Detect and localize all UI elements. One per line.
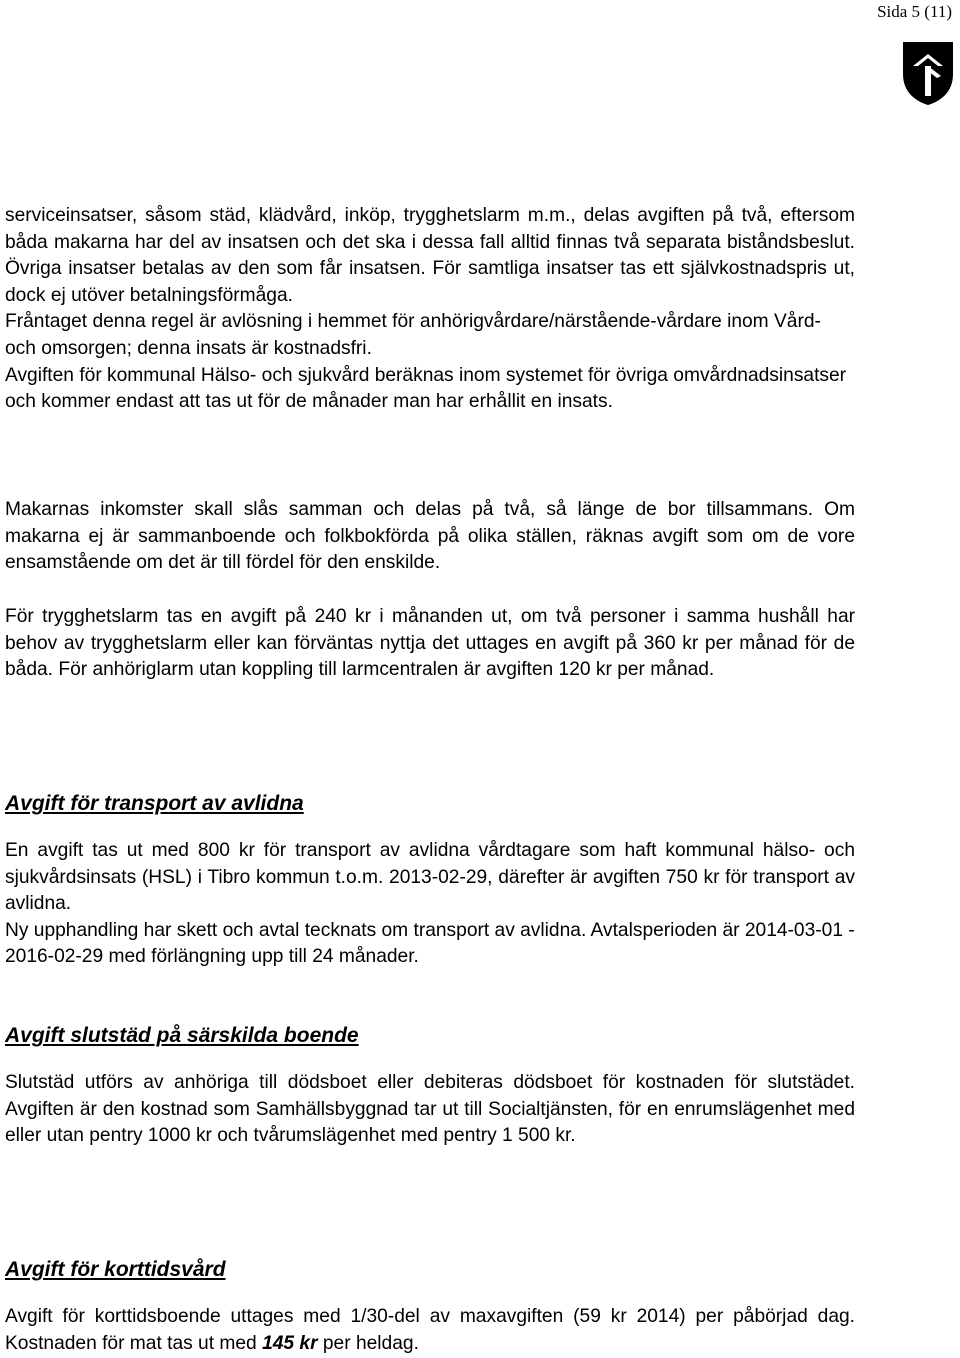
intro-paragraph-2: Fråntaget denna regel är avlösning i hemmet för anhörigvårdare/närstående-vårdare inom Vård- och omsorgen; denna insats är kostnadsfri. — [5, 311, 821, 359]
slutstad-paragraph: Slutstäd utförs av anhöriga till dödsboet eller debiteras dödsboet för kostnaden för slutstädet. Avgiften är den kostnad som Samhällsbyggnad tar ut till Socialtjänsten, för en enrumslägenhet med eller utan pentry 1000 kr och tvårumslägenhet med pentry 1 500 kr. — [5, 1072, 855, 1147]
korttid-section — [5, 1304, 855, 1357]
municipal-coat-of-arms-icon — [901, 40, 955, 106]
intro-paragraph-3: Avgiften för kommunal Hälso- och sjukvård beräknas inom systemet för övriga omvårdnadsinsatser och kommer endast att tas ut för de månader man har erhållit en insats. — [5, 364, 847, 413]
korttid-text-after: per heldag. — [322, 1332, 419, 1354]
korttid-text-before: Avgift för korttidsboende uttages med 1/30-del av maxavgiften (59 kr 2014) per påbörjad dag. Kostnaden för mat tas ut med — [5, 1306, 855, 1354]
makarna-paragraph: Makarnas inkomster skall slås samman och delas på två, så länge de bor tillsammans. Om makarna ej är sammanboende och folkbokförda på olika ställen, räknas avgift som om de vore ensamstående om det är till fördel för den enskilde. — [5, 499, 855, 574]
intro-paragraph-1: serviceinsatser, såsom städ, klädvård, inköp, trygghetslarm m.m., delas avgiften på två, eftersom båda makarna har del av insatsen och det ska i dessa fall alltid finnas två separata biståndsbeslut. Övriga insatser betalas av den som får insatsen. För samtliga insatser tas ett självkostnadspris ut, dock ej utöver betalningsförmåga. — [5, 205, 855, 306]
transport-heading: Avgift för transport av avlidna — [5, 792, 304, 815]
transport-paragraph-1: En avgift tas ut med 800 kr för transport av avlidna vårdtagare som haft kommunal hälso- och sjukvårdsinsats (HSL) i Tibro kommun t.o.m. 2013-02-29, därefter är avgiften 750 kr för transport av avlidna. — [5, 840, 855, 915]
meal-cost-amount: 145 kr — [262, 1332, 318, 1354]
makarna-section — [5, 497, 855, 577]
trygghetslarm-paragraph: För trygghetslarm tas en avgift på 240 kr i månanden ut, om två personer i samma hushåll har behov av trygghetslarm eller kan förväntas nyttja det uttages en avgift på 360 kr per månad för de båda. För anhöriglarm utan koppling till larmcentralen är avgiften 120 kr per månad. — [5, 606, 855, 681]
intro-section — [5, 203, 855, 416]
transport-paragraph-2: Ny upphandling har skett och avtal tecknats om transport av avlidna. Avtalsperioden är 2014-03-01 - 2016-02-29 med förlängning upp till 24 månader. — [5, 919, 855, 968]
slutstad-heading: Avgift slutstäd på särskilda boende — [5, 1024, 359, 1047]
slutstad-section — [5, 1070, 855, 1150]
korttid-paragraph — [5, 1304, 855, 1357]
trygghetslarm-section — [5, 604, 855, 684]
transport-section — [5, 838, 855, 971]
korttid-heading: Avgift för korttidsvård — [5, 1258, 226, 1281]
page-number: Sida 5 (11) — [877, 2, 952, 21]
